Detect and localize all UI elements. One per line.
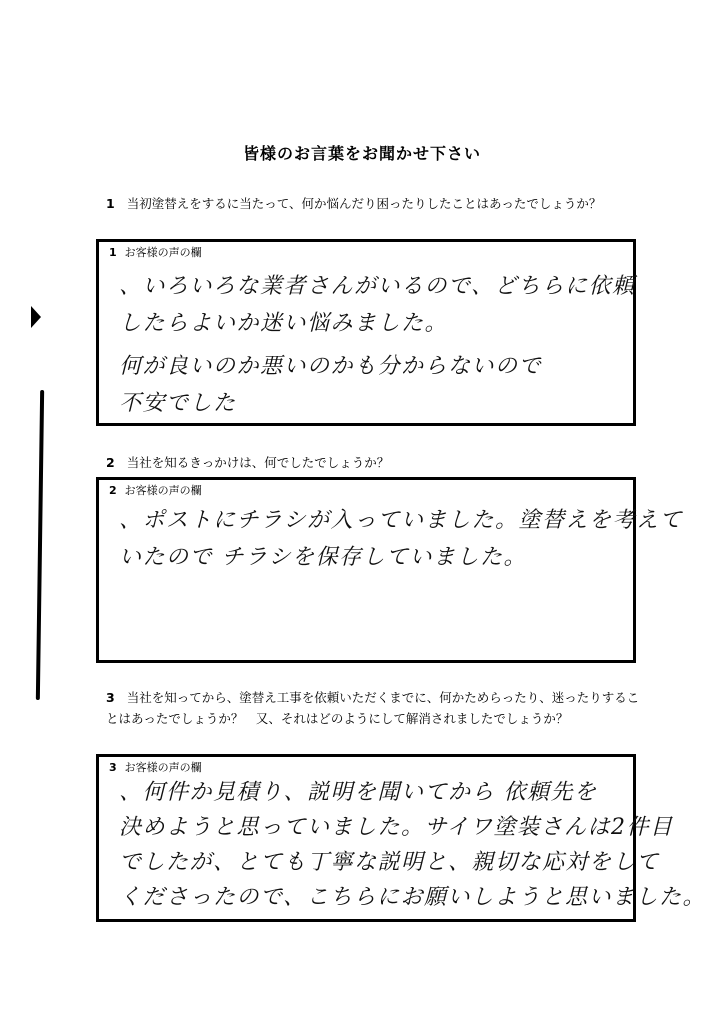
binder-line <box>36 390 44 700</box>
question-number: 2 <box>106 455 115 470</box>
binder-mark <box>31 306 41 328</box>
handwritten-answer <box>119 502 684 576</box>
question-number: 3 <box>106 690 115 705</box>
page-title: 皆様のお言葉をお聞かせ下さい <box>242 144 481 163</box>
question-2 <box>106 452 646 473</box>
question-text: 当社を知るきっかけは、何でしたでしょうか？ <box>126 455 390 470</box>
answer-line: 、ポストにチラシが入っていました。塗替えを考えて <box>119 508 684 533</box>
answer-box-1 <box>96 239 636 426</box>
handwritten-answer <box>119 775 707 915</box>
answer-box-3 <box>96 754 707 922</box>
answer-line: くださったので、こちらにお願いしようと思いました。 <box>119 885 707 910</box>
answer-box-label: お客様の声の欄 <box>124 246 202 259</box>
answer-line: したらよいか迷い悩みました。 <box>119 311 449 336</box>
answer-box-header <box>109 244 202 260</box>
answer-box-header <box>109 482 202 498</box>
answer-box-header <box>109 759 202 775</box>
answer-box-number: 3 <box>109 761 117 774</box>
handwritten-answer <box>119 268 636 422</box>
answer-box-2 <box>96 477 684 663</box>
question-1 <box>106 193 646 214</box>
question-number: 1 <box>106 196 115 211</box>
answer-box-number: 1 <box>109 246 117 259</box>
question-text: 当初塗替えをするに当たって、何か悩んだり困ったりしたことはあったでしょうか？ <box>126 196 602 211</box>
answer-line: 何が良いのか悪いのかも分からないので <box>119 354 543 379</box>
answer-line: いたので チラシを保存していました。 <box>119 545 527 570</box>
answer-box-number: 2 <box>109 484 117 497</box>
question-text: 当社を知ってから、塗替え工事を依頼いただくまでに、何かためらったり、迷ったりすることはあったでしょうか？ 又、それはどのようにして解消されましたでしょうか？ <box>106 690 640 726</box>
answer-box-label: お客様の声の欄 <box>124 484 202 497</box>
answer-line: 、何件か見積り、説明を聞いてから 依頼先を <box>119 780 598 805</box>
question-3 <box>106 687 646 729</box>
answer-line: 不安でした <box>119 391 237 416</box>
answer-line: 決めようと思っていました。サイワ塗装さんは2件目 <box>119 815 674 840</box>
answer-line: でしたが、とても丁寧な説明と、親切な応対をして <box>119 850 660 875</box>
answer-line: 、いろいろな業者さんがいるので、どちらに依頼 <box>119 274 636 299</box>
answer-box-label: お客様の声の欄 <box>124 761 202 774</box>
